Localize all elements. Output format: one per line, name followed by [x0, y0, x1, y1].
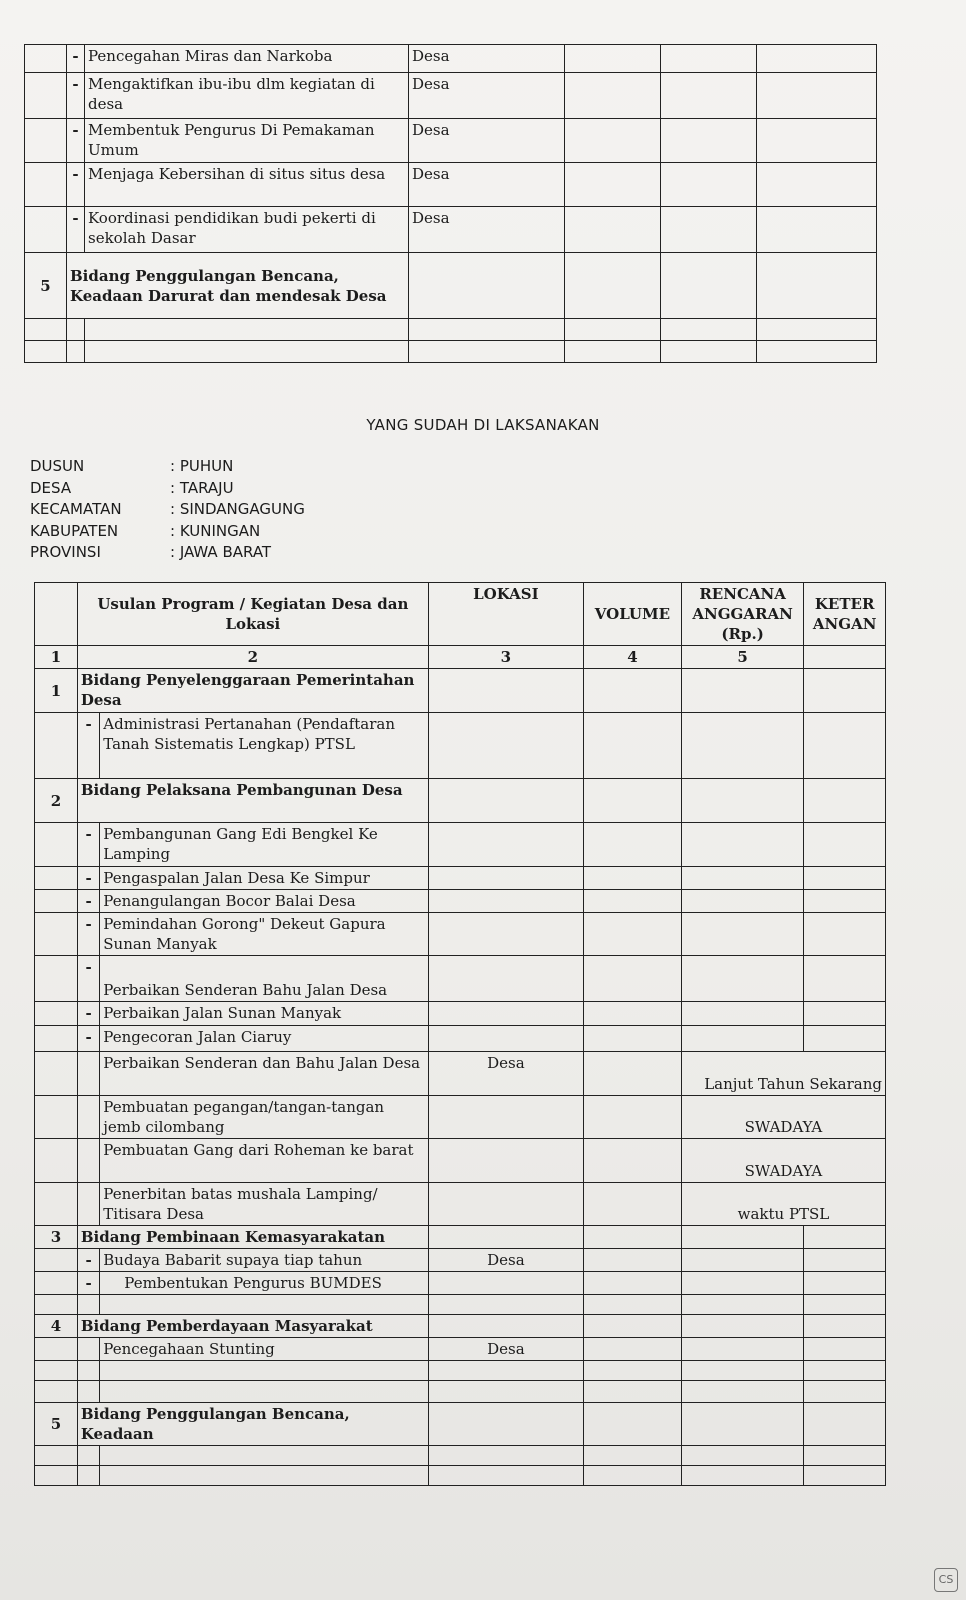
table-row: Pencegahaan Stunting Desa — [35, 1338, 886, 1361]
header-volume: VOLUME — [583, 583, 681, 646]
info-value: : SINDANGAGUNG — [170, 500, 305, 518]
table-row: - Menjaga Kebersihan di situs situs desa Desa — [25, 163, 877, 207]
table-row: Pembuatan Gang dari Roheman ke barat SWADAYA — [35, 1139, 886, 1183]
info-label: DUSUN — [30, 457, 85, 475]
table-row: - Pengecoran Jalan Ciaruy — [35, 1026, 886, 1052]
table-row — [25, 341, 877, 363]
section-row: 5 Bidang Penggulangan Bencana, Keadaan Darurat dan mendesak Desa — [25, 253, 877, 319]
program-table — [34, 582, 886, 1486]
table-row — [35, 1466, 886, 1486]
table-row: - Perbaikan Senderan Bahu Jalan Desa — [35, 956, 886, 1002]
table-row: Penerbitan batas mushala Lamping/ Titisara Desa waktu PTSL — [35, 1183, 886, 1226]
table-row — [25, 319, 877, 341]
section-row: 1 Bidang Penyelenggaraan Pemerintahan Desa — [35, 669, 886, 713]
header-keterangan: KETER ANGAN — [804, 583, 886, 646]
note-text: SWADAYA — [681, 1096, 885, 1139]
note-text: Lanjut Tahun Sekarang — [681, 1052, 885, 1096]
table-row: - Pencegahan Miras dan Narkoba Desa — [25, 45, 877, 73]
table-row — [35, 1361, 886, 1381]
section-row: 3 Bidang Pembinaan Kemasyarakatan — [35, 1226, 886, 1249]
section-row: 4 Bidang Pemberdayaan Masyarakat — [35, 1315, 886, 1338]
info-value: : JAWA BARAT — [170, 543, 272, 561]
header-lokasi: LOKASI — [428, 583, 583, 646]
note-text: waktu PTSL — [681, 1183, 885, 1226]
table-row: Pembuatan pegangan/tangan-tangan jemb cilombang SWADAYA — [35, 1096, 886, 1139]
table-header-row — [35, 583, 886, 646]
table-row: - Koordinasi pendidikan budi pekerti di sekolah Dasar Desa — [25, 207, 877, 253]
header-usulan: Usulan Program / Kegiatan Desa dan Lokasi — [77, 583, 428, 646]
info-value: : PUHUN — [170, 457, 234, 475]
table-row — [35, 1295, 886, 1315]
header-rencana: RENCANA ANGGARAN (Rp.) — [681, 583, 803, 646]
table-row: - Administrasi Pertanahan (Pendaftaran Tanah Sistematis Lengkap) PTSL — [35, 713, 886, 779]
info-value: : KUNINGAN — [170, 521, 261, 540]
section-heading: YANG SUDAH DI LAKSANAKAN — [366, 416, 600, 434]
camscanner-icon: CS — [934, 1568, 958, 1592]
section-row: 5 Bidang Penggulangan Bencana, Keadaan — [35, 1403, 886, 1446]
table-row — [35, 1446, 886, 1466]
continuation-table — [24, 44, 877, 363]
info-value: : TARAJU — [170, 478, 234, 497]
table-row: - Pemindahan Gorong" Dekeut Gapura Sunan Manyak — [35, 913, 886, 956]
table-row — [35, 1381, 886, 1403]
table-row: - Mengaktifkan ibu-ibu dlm kegiatan di desa Desa — [25, 73, 877, 119]
info-label: PROVINSI — [30, 543, 101, 561]
column-number-row: 1 2 3 4 5 — [35, 646, 886, 669]
section-row: 2 Bidang Pelaksana Pembangunan Desa — [35, 779, 886, 823]
info-label: KABUPATEN — [30, 521, 119, 540]
table-row: - Perbaikan Jalan Sunan Manyak — [35, 1002, 886, 1026]
info-label: KECAMATAN — [30, 500, 122, 518]
table-row: - Membentuk Pengurus Di Pemakaman Umum Desa — [25, 119, 877, 163]
table-row: - Pembentukan Pengurus BUMDES — [35, 1272, 886, 1295]
table-row: - Pengaspalan Jalan Desa Ke Simpur — [35, 867, 886, 890]
note-text: SWADAYA — [681, 1139, 885, 1183]
location-info — [30, 457, 305, 565]
info-label: DESA — [30, 478, 72, 497]
table-row: - Budaya Babarit supaya tiap tahun Desa — [35, 1249, 886, 1272]
table-row: - Pembangunan Gang Edi Bengkel Ke Lamping — [35, 823, 886, 867]
table-row: - Penangulangan Bocor Balai Desa — [35, 890, 886, 913]
table-row: Perbaikan Senderan dan Bahu Jalan Desa Desa Lanjut Tahun Sekarang — [35, 1052, 886, 1096]
